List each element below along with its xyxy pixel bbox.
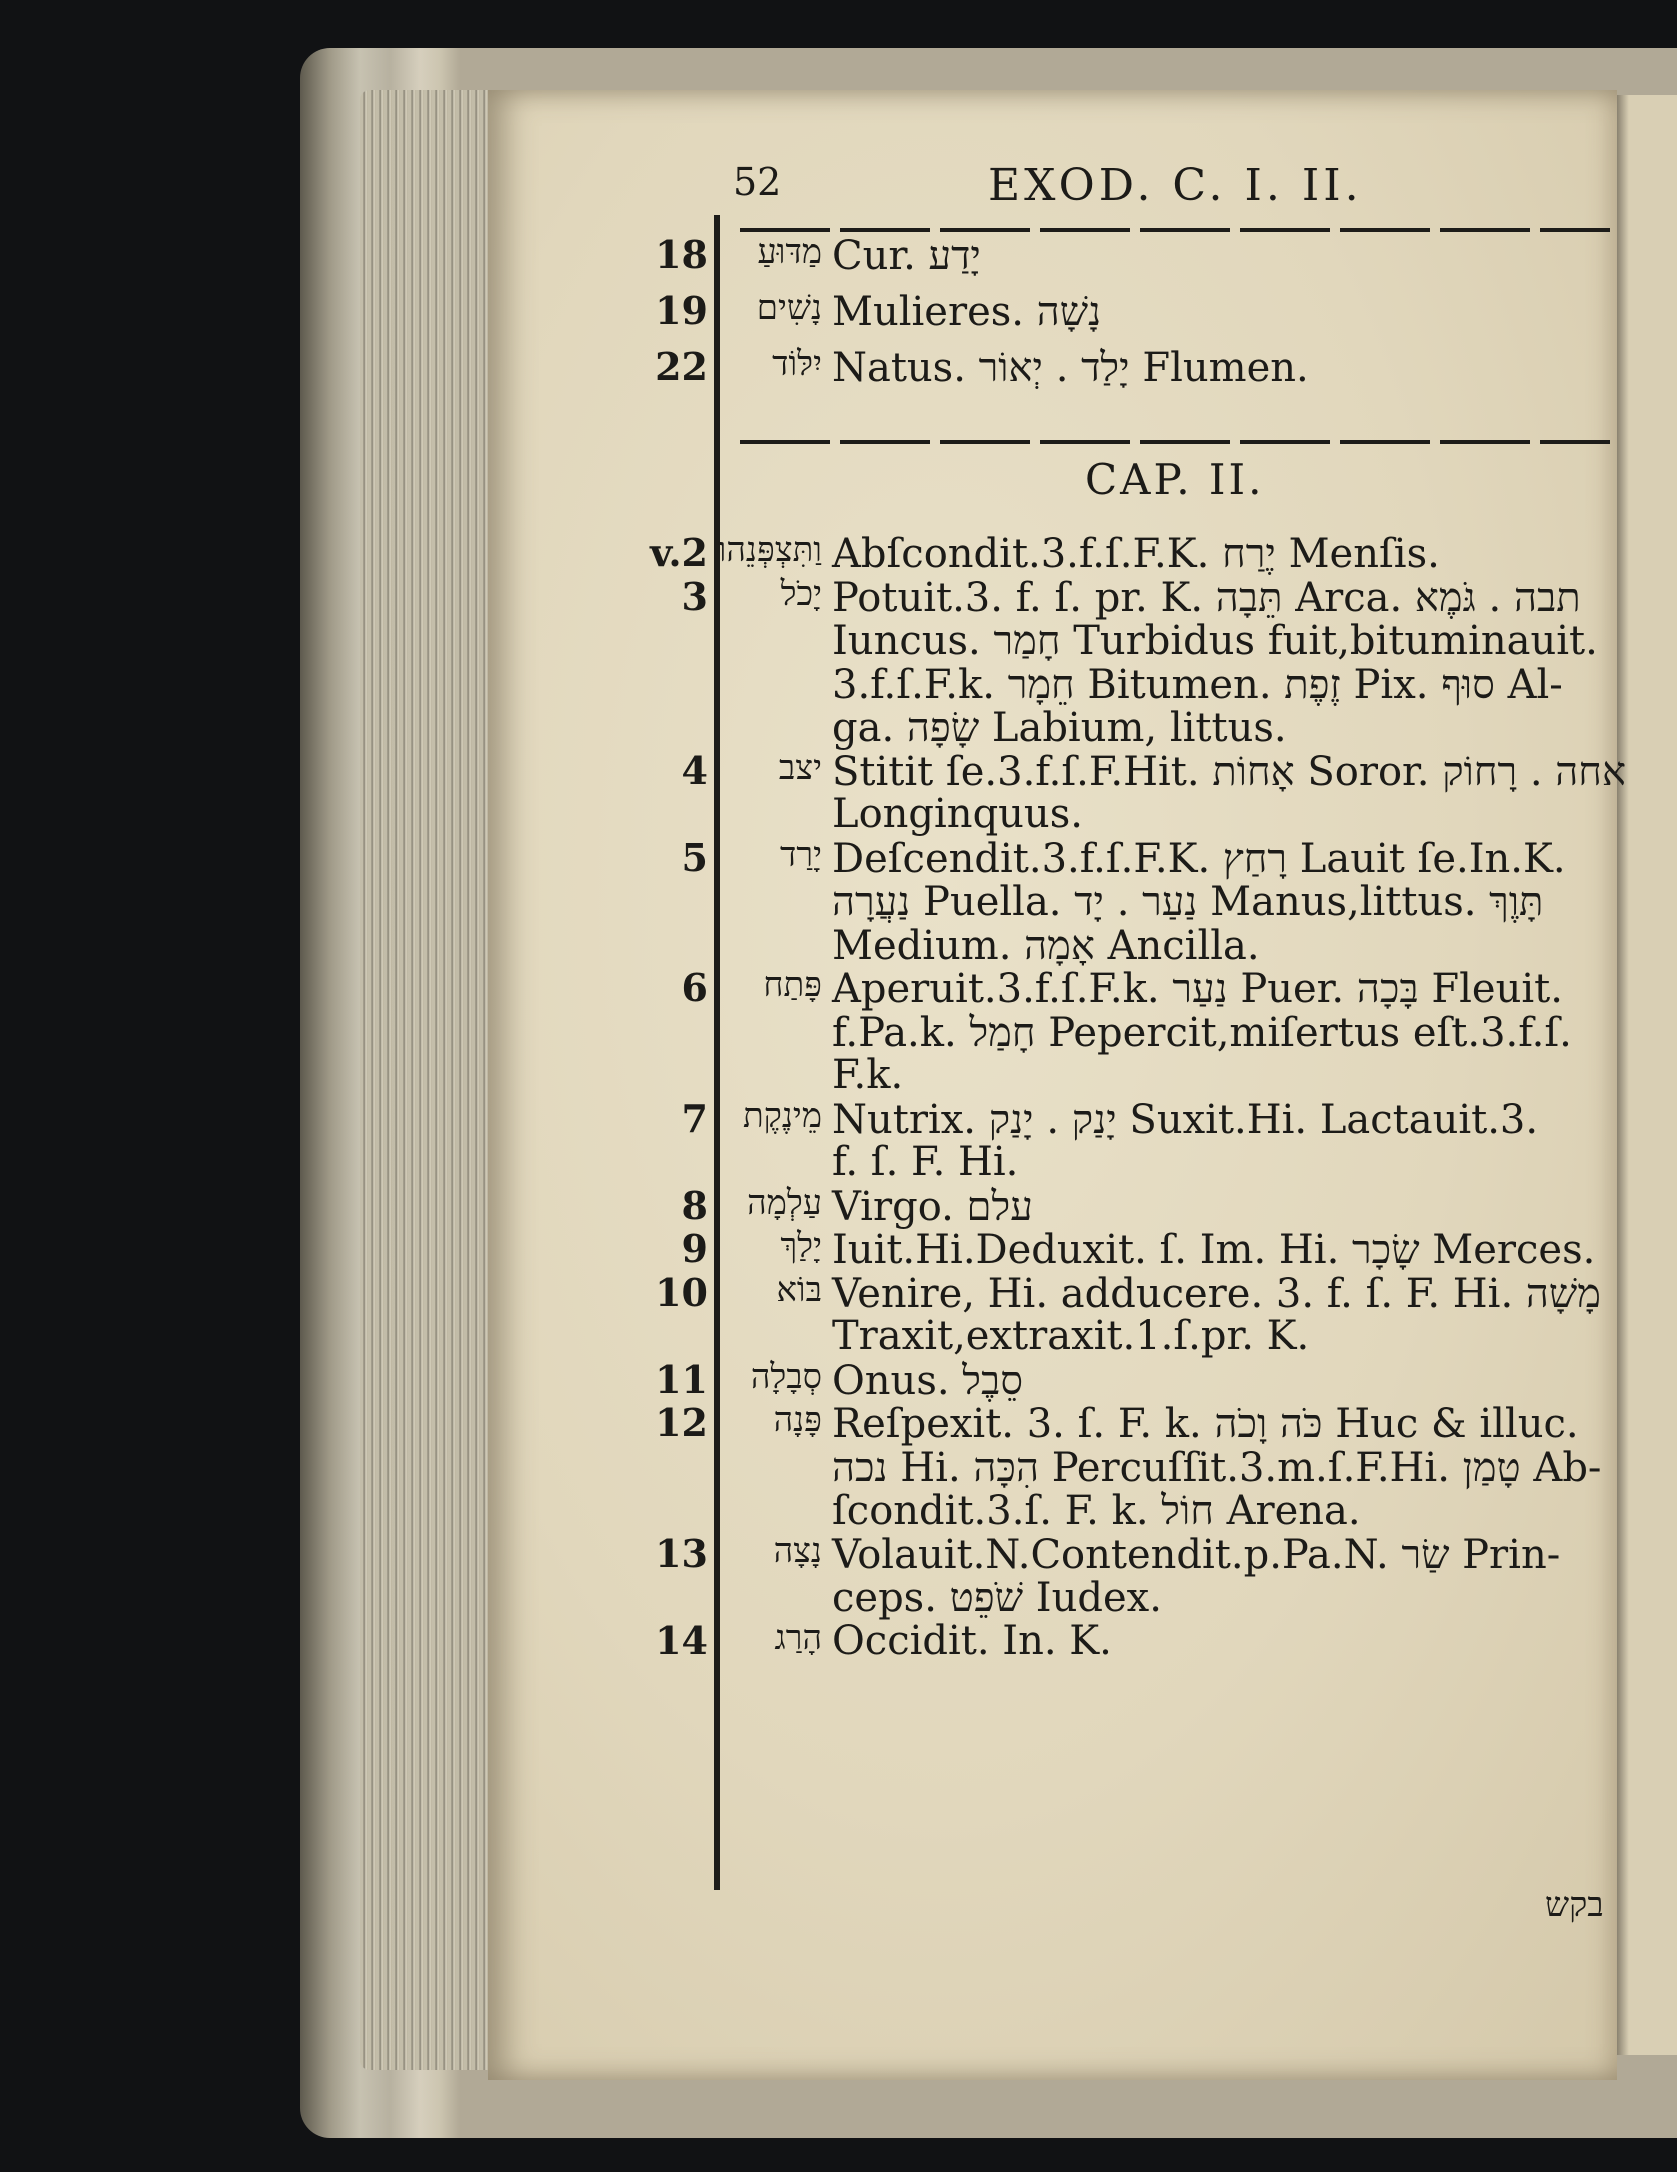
gloss-line: Virgo. עלם bbox=[832, 1183, 1033, 1230]
gloss-line: Medium. אָמָה Ancilla. bbox=[832, 922, 1260, 969]
verse-number: 19 bbox=[655, 288, 708, 333]
hebrew-headword: סְבָלָה bbox=[750, 1356, 822, 1397]
page-number: 52 bbox=[733, 160, 782, 204]
verse-number: 14 bbox=[655, 1617, 708, 1663]
page-header bbox=[733, 160, 1633, 220]
verse-number: 22 bbox=[655, 344, 708, 389]
verse-number: 13 bbox=[655, 1530, 708, 1576]
entry-row bbox=[0, 748, 1677, 835]
verse-number: 8 bbox=[681, 1182, 708, 1228]
gloss-line: f.Pa.k. חָמַל Pepercit,miſertus eſt.3.f.ſ. bbox=[832, 1009, 1572, 1056]
gloss-line: 3.f.ſ.F.k. חֵמָר Bitumen. זֶפֶת Pix. סוּף Al- bbox=[832, 661, 1563, 708]
verse-number: 9 bbox=[681, 1226, 708, 1271]
entry-row bbox=[0, 1400, 1677, 1534]
verse-number: 3 bbox=[681, 573, 708, 619]
entry-row bbox=[0, 1226, 1677, 1273]
gloss-line: Abſcondit.3.f.ſ.F.K. יֶרַח Menſis. bbox=[832, 531, 1440, 577]
entry-row bbox=[0, 1182, 1677, 1230]
gloss-line: Onus. סֵבֶל bbox=[832, 1357, 1024, 1404]
gloss-line: Traxit,extraxit.1.ſ.pr. K. bbox=[832, 1313, 1310, 1359]
hebrew-headword: נָצָה bbox=[773, 1530, 822, 1571]
chapter-rule bbox=[740, 440, 1610, 444]
hebrew-headword: יָלַךְ bbox=[780, 1226, 822, 1266]
gloss-line: Aperuit.3.f.ſ.F.k. נַעַר Puer. בָּכָה Fleuit. bbox=[832, 966, 1563, 1012]
entry-row bbox=[0, 288, 1677, 344]
gloss-line: Venire, Hi. adducere. 3. f. ſ. F. Hi. מָשָׁה bbox=[832, 1270, 1601, 1317]
hebrew-headword: בּוֹא bbox=[776, 1269, 822, 1310]
gloss-line: נַעֲרָה Puella. נַעַר . יָד Manus,littus. תָּוֶךְ bbox=[832, 879, 1544, 925]
verse-number: 5 bbox=[681, 834, 708, 880]
gloss-line: Cur. יָדַע bbox=[832, 233, 981, 279]
gloss-line: Longinquus. bbox=[832, 791, 1083, 837]
hebrew-headword: עַלְמָה bbox=[747, 1182, 822, 1223]
gloss-line: Mulieres. נָשָׁה bbox=[832, 289, 1102, 335]
gloss-line: Occidit. In. K. bbox=[832, 1617, 1112, 1664]
verse-number: 6 bbox=[681, 965, 708, 1010]
hebrew-headword: וַתִּצְפְּנֵהוּ bbox=[717, 530, 822, 570]
gloss-line: נכה Hi. הִכָּה Percuſſit.3.m.ſ.F.Hi. טָמַן Ab- bbox=[832, 1444, 1602, 1491]
gloss-line: Deſcendit.3.f.ſ.F.K. רָחַץ Lauit ſe.In.K. bbox=[832, 835, 1566, 882]
hebrew-headword: יָרַד bbox=[780, 834, 822, 875]
hebrew-headword: יָכֹל bbox=[780, 573, 822, 614]
hebrew-headword: פָּתַח bbox=[763, 965, 822, 1005]
hebrew-headword: פָּנָה bbox=[773, 1400, 822, 1440]
hebrew-headword: יִלּוֹד bbox=[772, 344, 822, 384]
hebrew-headword: מַדּוּעַ bbox=[757, 232, 822, 272]
gloss-line: Iuncus. חָמַר Turbidus fuit,bituminauit. bbox=[832, 618, 1598, 664]
entry-row bbox=[0, 965, 1677, 1096]
entry-row bbox=[0, 1356, 1677, 1404]
gloss-line: Potuit.3. f. ſ. pr. K. תֵּבָה Arca. תבה . גֹּמֶא bbox=[832, 574, 1581, 621]
gloss-line: ſcondit.3.ſ. F. k. חוֹל Arena. bbox=[832, 1488, 1361, 1534]
entry-row bbox=[0, 1096, 1677, 1183]
gloss-line: Stitit ſe.3.f.ſ.F.Hit. אָחוֹת Soror. אחה . רָחוֹק bbox=[832, 748, 1626, 795]
verse-number: 12 bbox=[655, 1400, 708, 1445]
entry-row bbox=[0, 1618, 1677, 1662]
catchword: בקש bbox=[1545, 1885, 1604, 1925]
gloss-line: Nutrix. יָנַק . יָנַק Suxit.Hi. Lactauit.3. bbox=[832, 1096, 1539, 1143]
gloss-line: Volauit.N.Contendit.p.Pa.N. שַׂר Prin- bbox=[832, 1531, 1561, 1578]
verse-number: v.2 bbox=[650, 530, 708, 575]
entry-row bbox=[0, 1270, 1677, 1357]
entry-row bbox=[0, 344, 1677, 400]
hebrew-headword: נָשִׁים bbox=[756, 288, 822, 328]
gloss-line: Reſpexit. 3. ſ. F. k. כֹּה וָכֹה Huc & illuc. bbox=[832, 1401, 1579, 1447]
entry-row bbox=[0, 1530, 1677, 1621]
verse-number: 10 bbox=[655, 1269, 708, 1315]
entry-row bbox=[0, 573, 1677, 751]
gloss-line: f. ſ. F. Hi. bbox=[832, 1139, 1019, 1185]
gloss-line: ga. שָׂפָה Labium, littus. bbox=[832, 705, 1287, 751]
verse-number: 4 bbox=[681, 747, 708, 793]
gloss-line: Iuit.Hi.Deduxit. ſ. Im. Hi. שָׂכָר Merces. bbox=[832, 1227, 1596, 1273]
entry-row bbox=[0, 834, 1677, 969]
verse-number: 7 bbox=[681, 1095, 708, 1141]
hebrew-headword: הָרַג bbox=[774, 1617, 822, 1658]
gloss-line: F.k. bbox=[832, 1052, 904, 1098]
gloss-line: Natus. יָלַד . יְאוֹר Flumen. bbox=[832, 345, 1309, 391]
entry-row bbox=[0, 232, 1677, 288]
gloss-line: ceps. שֹׁפֵט Iudex. bbox=[832, 1575, 1162, 1621]
verse-number: 11 bbox=[655, 1356, 708, 1402]
hebrew-headword: מֵינֶקֶת bbox=[742, 1095, 822, 1136]
verse-number: 18 bbox=[655, 232, 708, 277]
chapter-heading: CAP. II. bbox=[1085, 455, 1265, 504]
entry-row bbox=[0, 530, 1677, 577]
hebrew-headword: יצב bbox=[778, 747, 822, 788]
running-title: EXOD. C. I. II. bbox=[988, 160, 1363, 211]
